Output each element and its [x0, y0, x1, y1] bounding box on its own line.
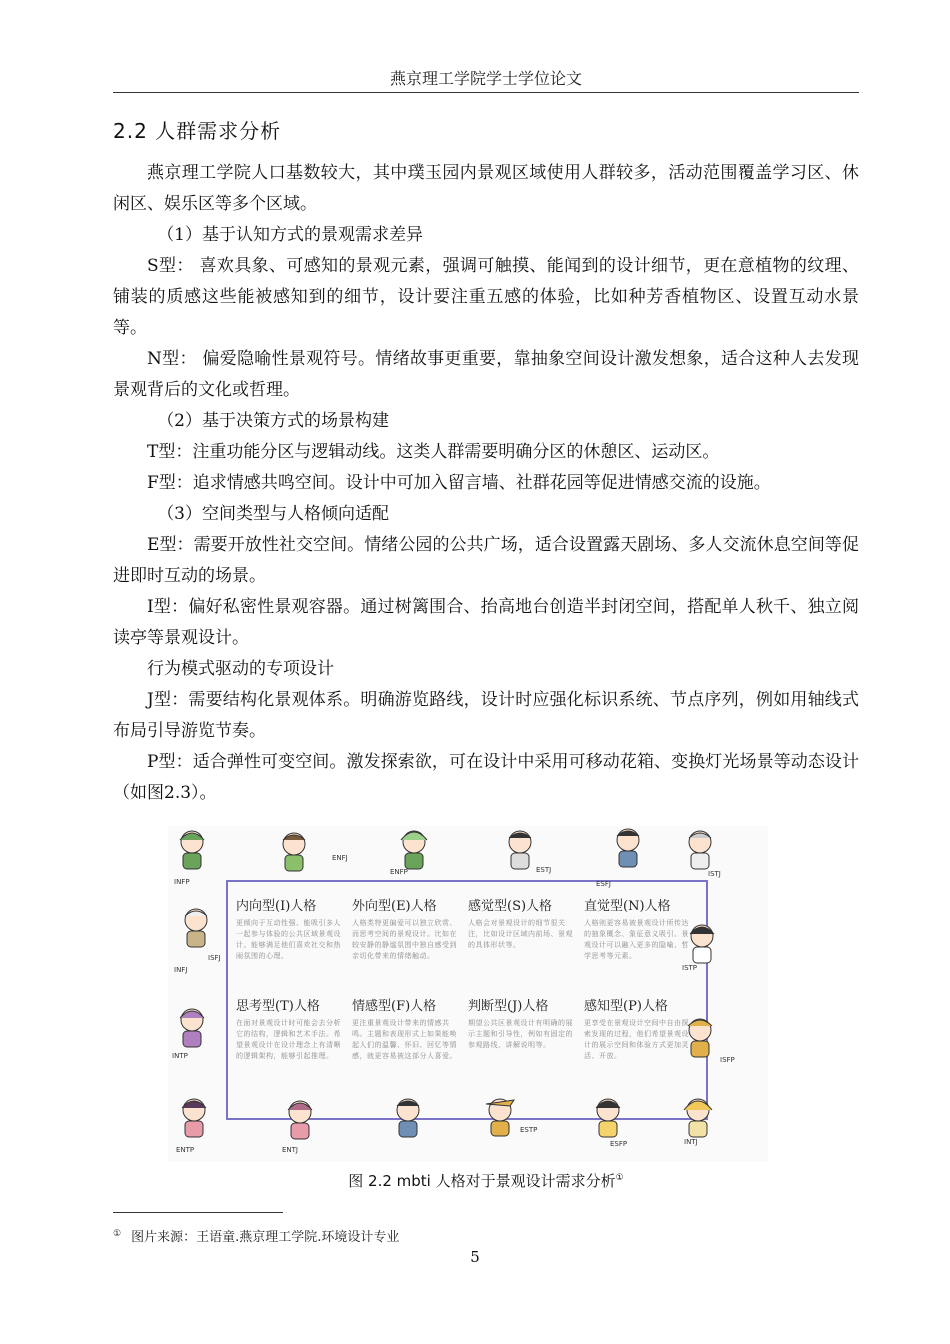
avatar-character-icon	[588, 1096, 628, 1140]
mbti-tag: INTJ	[684, 1138, 698, 1146]
cell-title: 直觉型(N)人格	[584, 899, 671, 914]
cell-sensing	[468, 898, 580, 994]
mbti-tag: ESTJ	[536, 866, 552, 874]
avatar-character-icon	[174, 1096, 214, 1140]
body-text	[113, 158, 859, 809]
avatar-character-icon	[394, 828, 434, 872]
cell-title: 感知型(P)人格	[584, 999, 668, 1014]
footnote-rule	[113, 1212, 283, 1213]
mbti-figure	[168, 826, 768, 1162]
header-rule	[113, 92, 859, 93]
paragraph: P型：适合弹性可变空间。激发探索欲，可在设计中采用可移动花箱、变换灯光场景等动态设计（如图2.3）。	[113, 752, 859, 803]
mbti-tag: ENFJ	[332, 854, 348, 862]
cell-body: 在面对景观设计时可能会去分析它的结构，逻辑和艺术手法。希望景观设计在设计理念上有清晰的逻辑架构，能够引起推理。	[236, 1019, 341, 1060]
avatar-character-icon	[608, 826, 648, 870]
paragraph: 燕京理工学院人口基数较大，其中璞玉园内景观区域使用人群较多，活动范围覆盖学习区、休闲区、娱乐区等多个区域。	[113, 163, 859, 214]
mbti-tag: ISFJ	[208, 954, 221, 962]
avatar-character-icon	[176, 906, 216, 950]
cell-body: 人格类特更偏爱可以独立欣赏、而思考空间的景观设计。比如在较安静的静谧氛围中独自感受到亲切化带来的情绪触动。	[352, 919, 457, 960]
cell-title: 情感型(F)人格	[352, 999, 437, 1014]
mbti-tag: ISFP	[720, 1056, 735, 1064]
cell-introvert	[236, 898, 348, 994]
mbti-tag: ISTJ	[708, 870, 721, 878]
subheading: （1）基于认知方式的景观需求差异	[157, 225, 424, 245]
cell-title: 外向型(E)人格	[352, 899, 437, 914]
caption-text: 图 2.2 mbti 人格对于景观设计需求分析	[348, 1172, 616, 1190]
avatar-character-icon	[500, 828, 540, 872]
mbti-tag: ENTJ	[282, 1146, 298, 1154]
mbti-tag: ENFP	[390, 868, 408, 876]
subheading: （3）空间类型与人格倾向适配	[157, 504, 390, 524]
avatar-character-icon	[480, 1094, 520, 1138]
cell-title: 思考型(T)人格	[236, 999, 320, 1014]
paragraph: N型： 偏爱隐喻性景观符号。情绪故事更重要，靠抽象空间设计激发想象，适合这种人去发现景观背后的文化或哲理。	[113, 349, 859, 400]
cell-body: 更享受在景观设计空间中自由探索发现的过程，他们希望景观设计的展示空间和体验方式更加灵活、开放。	[584, 1019, 689, 1060]
mbti-tag: INFJ	[174, 966, 188, 974]
avatar-character-icon	[678, 1096, 718, 1140]
cell-body: 期望公共区景观设计有明确的展示主题和引导性，例如有固定的参观路线，讲解说明等。	[468, 1019, 573, 1049]
mbti-tag: ISTP	[682, 964, 698, 972]
cell-intuition	[584, 898, 696, 994]
subheading: 行为模式驱动的专项设计	[147, 659, 334, 679]
avatar-character-icon	[680, 828, 720, 872]
cell-feeling	[352, 998, 464, 1094]
avatar-character-icon	[280, 1098, 320, 1142]
avatar-character-icon	[388, 1096, 428, 1140]
avatar-character-icon	[680, 1016, 720, 1060]
avatar-character-icon	[682, 922, 722, 966]
mbti-tag: INTP	[172, 1052, 188, 1060]
paragraph: T型：注重功能分区与逻辑动线。这类人群需要明确分区的休憩区、运动区。	[147, 442, 720, 462]
cell-body: 人格会对景观设计的细节很关注，比如设计区域内前场、景观的具体形状等。	[468, 919, 573, 949]
avatar-character-icon	[172, 1006, 212, 1050]
cell-body: 更倾向于互动性强、能吸引多人一起参与体验的公共区域景观设计。能够满足他们喜欢社交和热闹氛围的心理。	[236, 919, 341, 960]
mbti-tag: ESFJ	[596, 880, 611, 888]
cell-extrovert	[352, 898, 464, 994]
cell-judging	[468, 998, 580, 1094]
running-header: 燕京理工学院学士学位论文	[389, 69, 582, 88]
mbti-tag: ENTP	[176, 1146, 195, 1154]
mbti-tag: ESFP	[610, 1140, 628, 1148]
paragraph: S型： 喜欢具象、可感知的景观元素，强调可触摸、能闻到的设计细节，更在意植物的纹理、铺装的质感这些能被感知到的细节，设计要注重五感的体验，比如种芳香植物区、设置互动水景等。	[113, 256, 859, 338]
figure-caption	[113, 1170, 859, 1191]
avatar-character-icon	[272, 830, 312, 874]
paragraph: F型：追求情感共鸣空间。设计中可加入留言墙、社群花园等促进情感交流的设施。	[147, 473, 771, 493]
footnote	[113, 1226, 399, 1245]
footnote-text: 图片来源：王语童.燕京理工学院.环境设计专业	[131, 1230, 400, 1245]
cell-body: 更注重景观设计带来的情感共鸣。主题和表现形式上如果能唤起人们的温馨、怀旧、回忆等情感，就更容易被这部分人喜爱。	[352, 1019, 457, 1060]
cell-title: 感觉型(S)人格	[468, 899, 553, 914]
paragraph: E型：需要开放性社交空间。情绪公园的公共广场，适合设置露天剧场、多人交流休息空间等促进即时互动的场景。	[113, 535, 859, 586]
footnote-mark: ①	[113, 1228, 122, 1239]
paragraph: J型：需要结构化景观体系。明确游览路线，设计时应强化标识系统、节点序列，例如用轴线式布局引导游览节奏。	[113, 690, 859, 741]
mbti-tag: INFP	[174, 878, 190, 886]
caption-footnote-mark: ①	[615, 1173, 624, 1183]
avatar-character-icon	[172, 828, 212, 872]
cell-thinking	[236, 998, 348, 1094]
page-number: 5	[470, 1248, 480, 1266]
mbti-tag: ESTP	[520, 1126, 538, 1134]
cell-body: 人格则更容易被景观设计所传达的抽象概念、象征意义吸引。景观设计可以融入更多的隐喻、哲学思考等元素。	[584, 919, 689, 960]
section-title: 2.2 人群需求分析	[113, 119, 282, 143]
subheading: （2）基于决策方式的场景构建	[157, 411, 390, 431]
cell-title: 判断型(J)人格	[468, 999, 549, 1014]
cell-title: 内向型(I)人格	[236, 899, 317, 914]
paragraph: I型：偏好私密性景观容器。通过树篱围合、抬高地台创造半封闭空间，搭配单人秋千、独立阅读亭等景观设计。	[113, 597, 859, 648]
